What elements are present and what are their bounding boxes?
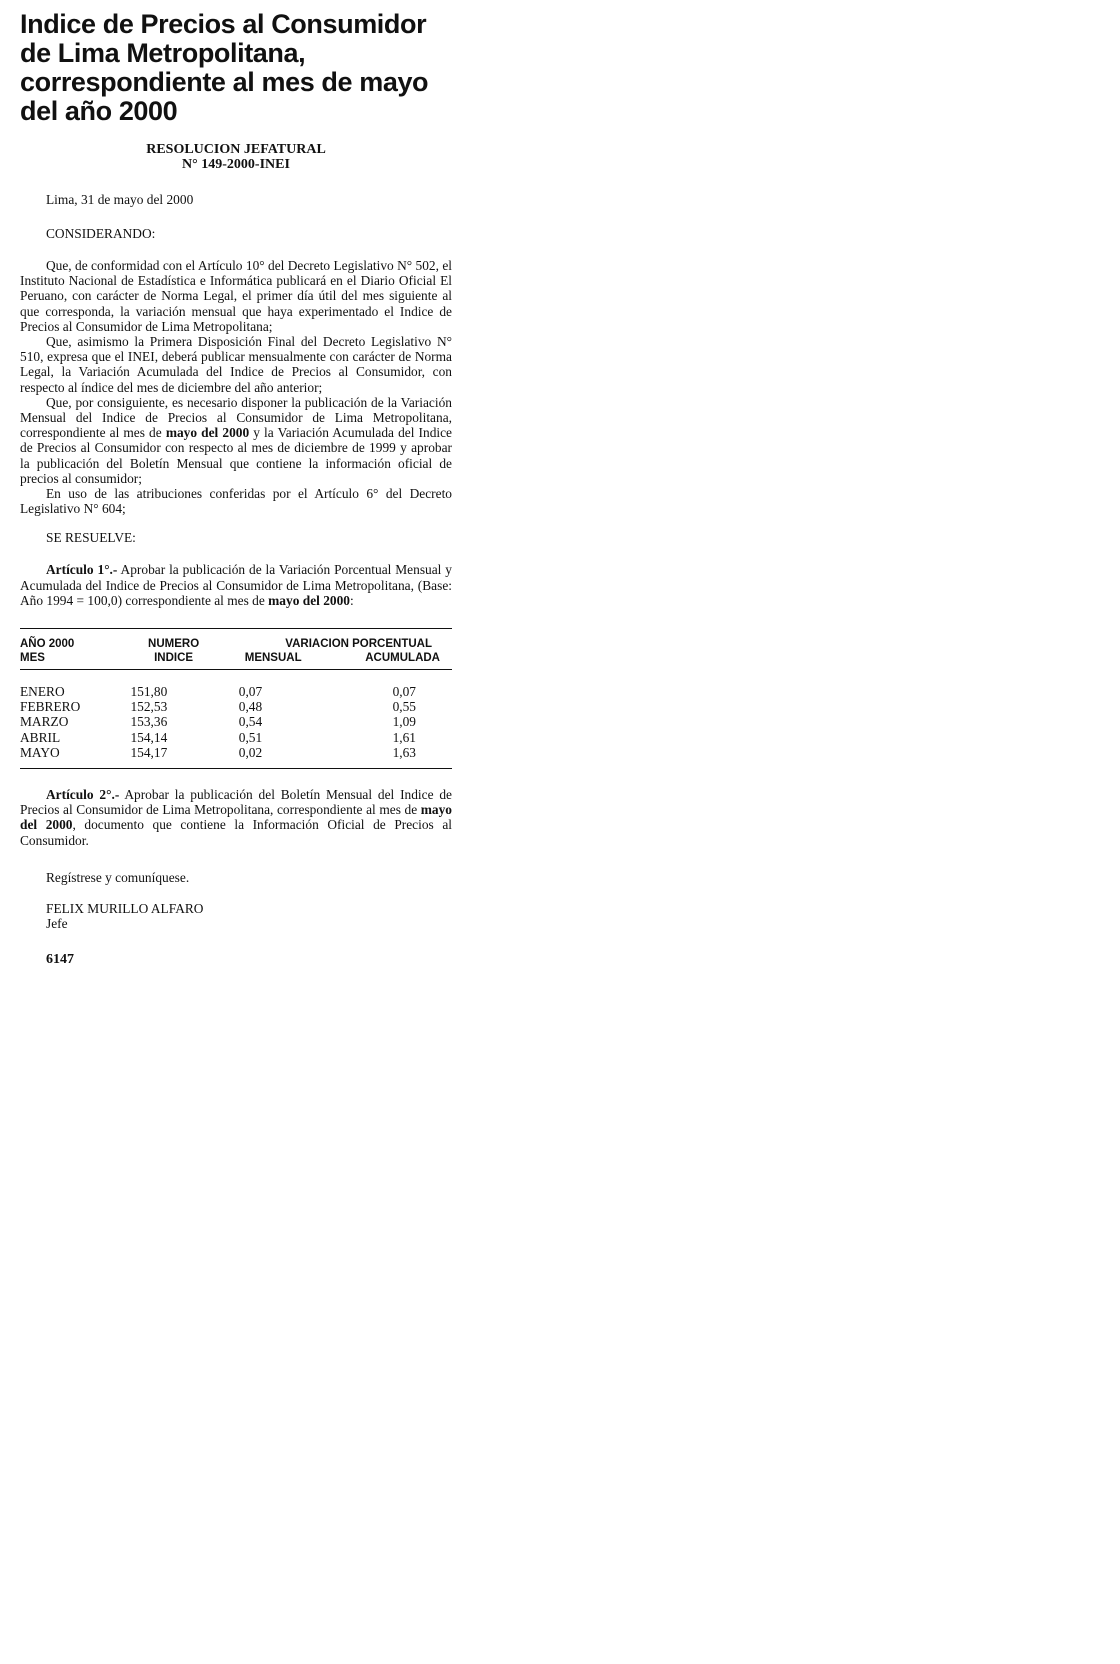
header-mensual: MENSUAL xyxy=(244,652,302,665)
header-mes xyxy=(20,629,130,670)
signatory-name: FELIX MURILLO ALFARO xyxy=(46,901,204,917)
table-row xyxy=(20,714,452,729)
articulo-2-text-b: , documento que contiene la Información Oficial de Precios al Consumidor. xyxy=(20,817,452,848)
header-anio: AÑO 2000 xyxy=(20,638,75,651)
resolution-type: RESOLUCION JEFATURAL xyxy=(146,142,326,157)
cell-mensual: 0,51 xyxy=(238,729,263,745)
cell-acumulada: 0,55 xyxy=(392,699,416,715)
cell-mensual: 0,48 xyxy=(238,699,263,715)
cell-indice: 154,17 xyxy=(130,744,168,760)
cell-acumulada: 0,07 xyxy=(392,684,416,700)
articulo-2 xyxy=(20,787,452,848)
considerando-paragraph-1: Que, de conformidad con el Artículo 10° del Decreto Legislativo N° 502, el Instituto Nacional de Estadística e Informática publicará en el Diario Oficial El Peruano, con carácter de Norma Legal, el primer día útil del mes siguiente al que corresponda, la variación mensual que haya experimentado el Indice de Precios al Consumidor de Lima Metropolitana; xyxy=(20,258,452,334)
cell-indice: 153,36 xyxy=(130,714,168,730)
document-column xyxy=(20,10,452,982)
articulo-2-text-a: Aprobar la publicación del Boletín Mensual del Indice de Precios al Consumidor de Lima Metropolitana, correspondiente al mes de xyxy=(20,787,452,818)
considerando-paragraph-4: En uso de las atribuciones conferidas por el Artículo 6° del Decreto Legislativo N° 604; xyxy=(20,486,452,517)
cell-mes: ENERO xyxy=(20,684,65,700)
closing-formula: Regístrese y comuníquese. xyxy=(46,869,190,885)
header-acumulada: ACUMULADA xyxy=(365,652,440,665)
cell-mes: ABRIL xyxy=(20,729,61,745)
articulo-2-bold: mayo del 2000 xyxy=(20,802,452,833)
se-resuelve-label: SE RESUELVE: xyxy=(46,530,136,546)
considerando-3-text-b: y la Variación Acumulada del Indice de Precios al Consumidor con respecto al mes de diciembre de 1999 y aprobar la publicación del Boletín Mensual que contiene la información oficial de precios al consumidor; xyxy=(20,425,453,486)
signatory-role: Jefe xyxy=(46,916,68,932)
cell-mes: FEBRERO xyxy=(20,699,81,715)
cell-acumulada: 1,61 xyxy=(392,729,416,745)
cell-indice: 154,14 xyxy=(130,729,168,745)
ipc-table xyxy=(20,628,452,769)
header-variacion-group: VARIACION PORCENTUAL xyxy=(285,638,432,651)
articulo-1-bold: mayo del 2000 xyxy=(268,592,350,608)
table-row xyxy=(20,745,452,769)
header-numero-indice xyxy=(130,629,216,670)
cell-mes: MARZO xyxy=(20,714,69,730)
document-title: Indice de Precios al Consumidor de Lima Metropolitana, correspondiente al mes de mayo del año 2000 xyxy=(20,9,429,126)
considerando-paragraph-2: Que, asimismo la Primera Disposición Final del Decreto Legislativo N° 510, expresa que el INEI, deberá publicar mensualmente con carácter de Norma Legal, la Variación Acumulada del Indice de Precios al Consumidor, con respecto al índice del mes de diciembre del año anterior; xyxy=(20,334,452,395)
articulo-1-text-b: : xyxy=(349,592,354,608)
articulo-1-text-a: Aprobar la publicación de la Variación Porcentual Mensual y Acumulada del Indice de Precios al Consumidor de Lima Metropolitana, (Base: Año 1994 = 100,0) correspondiente al mes de xyxy=(20,562,452,608)
considerando-3-bold: mayo del 2000 xyxy=(165,425,250,441)
cell-mensual: 0,02 xyxy=(238,744,263,760)
considerando-label: CONSIDERANDO: xyxy=(46,226,156,241)
cell-mes: MAYO xyxy=(20,744,60,760)
resolution-number: N° 149-2000-INEI xyxy=(182,157,290,172)
cell-indice: 152,53 xyxy=(130,699,168,715)
considerando-3-text-a: Que, por consiguiente, es necesario disponer la publicación de la Variación Mensual del Indice de Precios al Consumidor de Lima Metropolitana, correspondiente al mes de xyxy=(20,394,452,441)
articulo-1 xyxy=(20,562,452,608)
cell-indice: 151,80 xyxy=(130,684,168,700)
cell-mensual: 0,07 xyxy=(238,684,263,700)
table-row xyxy=(20,670,452,700)
header-variacion-porcentual xyxy=(217,629,452,670)
header-mes-label: MES xyxy=(20,652,45,665)
cell-acumulada: 1,09 xyxy=(392,714,416,730)
table-row xyxy=(20,699,452,714)
considerando-paragraph-3 xyxy=(20,395,452,486)
articulo-2-label: Artículo 2°.- xyxy=(46,787,120,803)
header-indice: INDICE xyxy=(154,652,194,665)
document-date: Lima, 31 de mayo del 2000 xyxy=(46,192,194,207)
header-numero: NUMERO xyxy=(148,638,200,651)
document-code: 6147 xyxy=(46,951,74,967)
table-row xyxy=(20,730,452,745)
articulo-1-label: Artículo 1°.- xyxy=(46,562,118,578)
cell-mensual: 0,54 xyxy=(238,714,263,730)
cell-acumulada: 1,63 xyxy=(392,744,416,760)
resolution-heading xyxy=(20,142,452,172)
